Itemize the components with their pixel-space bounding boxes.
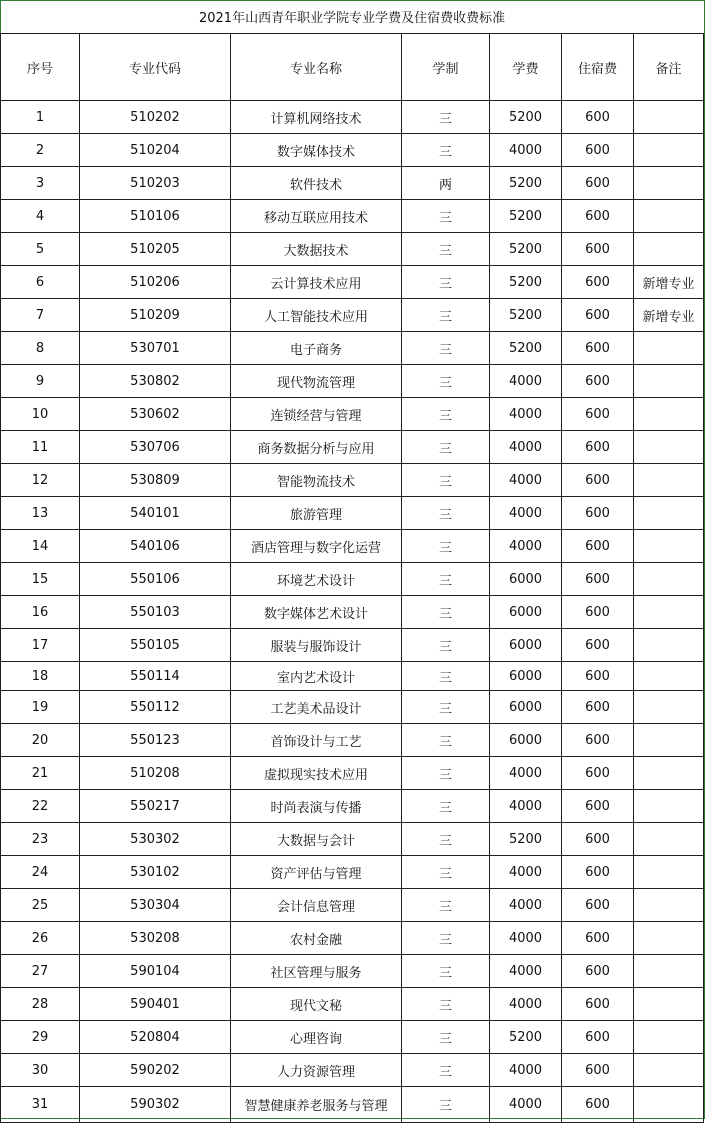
table-row [1, 856, 704, 889]
cell-tuition: 5200 [490, 299, 562, 332]
cell-accommodation: 600 [562, 332, 634, 365]
cell-remarks: 新增专业 [634, 299, 704, 332]
cell-major-name: 人力资源管理 [231, 1054, 402, 1087]
cell-duration: 三 [402, 922, 490, 955]
cell-accommodation: 600 [562, 1021, 634, 1054]
cell-remarks [634, 889, 704, 922]
table-row [1, 724, 704, 757]
cell-tuition: 4000 [490, 365, 562, 398]
table-row [1, 167, 704, 200]
cell-duration: 三 [402, 691, 490, 724]
table-row [1, 101, 704, 134]
cell-major-code: 510208 [80, 757, 231, 790]
cell-duration: 三 [402, 398, 490, 431]
header-remarks: 备注 [634, 34, 704, 101]
cell-duration: 三 [402, 101, 490, 134]
cell-major-code: 550123 [80, 724, 231, 757]
cell-accommodation: 600 [562, 464, 634, 497]
cell-duration: 三 [402, 233, 490, 266]
cell-remarks [634, 596, 704, 629]
cell-index: 29 [1, 1021, 80, 1054]
cell-tuition: 4000 [490, 922, 562, 955]
cell-duration: 三 [402, 497, 490, 530]
cell-major-code: 550217 [80, 790, 231, 823]
cell-remarks [634, 530, 704, 563]
cell-tuition: 6000 [490, 724, 562, 757]
cell-accommodation: 600 [562, 563, 634, 596]
table-row [1, 790, 704, 823]
cell-accommodation: 600 [562, 299, 634, 332]
table-row [1, 332, 704, 365]
cell-duration: 三 [402, 955, 490, 988]
cell-major-code: 530706 [80, 431, 231, 464]
cell-remarks [634, 955, 704, 988]
cell-accommodation: 600 [562, 431, 634, 464]
cell-major-code: 540106 [80, 530, 231, 563]
table-row [1, 464, 704, 497]
cell-major-code: 530809 [80, 464, 231, 497]
cell-duration: 三 [402, 431, 490, 464]
cell-major-name: 大数据技术 [231, 233, 402, 266]
cell-remarks [634, 1021, 704, 1054]
cell-index: 27 [1, 955, 80, 988]
table-row [1, 1087, 704, 1123]
cell-major-code: 510209 [80, 299, 231, 332]
cell-major-code: 590104 [80, 955, 231, 988]
cell-major-name: 环境艺术设计 [231, 563, 402, 596]
table-row [1, 889, 704, 922]
cell-index: 12 [1, 464, 80, 497]
cell-major-name: 酒店管理与数字化运营 [231, 530, 402, 563]
cell-major-code: 530302 [80, 823, 231, 856]
table-row [1, 398, 704, 431]
cell-index: 10 [1, 398, 80, 431]
cell-index: 31 [1, 1087, 80, 1123]
cell-major-name: 社区管理与服务 [231, 955, 402, 988]
cell-tuition: 4000 [490, 530, 562, 563]
cell-index: 15 [1, 563, 80, 596]
cell-major-code: 590401 [80, 988, 231, 1021]
cell-accommodation: 600 [562, 790, 634, 823]
cell-duration: 三 [402, 629, 490, 662]
cell-major-code: 590302 [80, 1087, 231, 1123]
cell-major-code: 530602 [80, 398, 231, 431]
cell-remarks [634, 233, 704, 266]
cell-tuition: 5200 [490, 332, 562, 365]
cell-index: 6 [1, 266, 80, 299]
cell-remarks [634, 167, 704, 200]
cell-index: 1 [1, 101, 80, 134]
cell-major-name: 计算机网络技术 [231, 101, 402, 134]
cell-tuition: 4000 [490, 790, 562, 823]
cell-accommodation: 600 [562, 823, 634, 856]
cell-major-name: 现代文秘 [231, 988, 402, 1021]
table-row [1, 662, 704, 691]
cell-index: 22 [1, 790, 80, 823]
cell-major-name: 数字媒体技术 [231, 134, 402, 167]
cell-major-code: 530208 [80, 922, 231, 955]
cell-duration: 三 [402, 266, 490, 299]
cell-index: 17 [1, 629, 80, 662]
cell-tuition: 4000 [490, 988, 562, 1021]
table-row [1, 530, 704, 563]
cell-index: 2 [1, 134, 80, 167]
cell-accommodation: 600 [562, 856, 634, 889]
cell-major-name: 工艺美术品设计 [231, 691, 402, 724]
cell-accommodation: 600 [562, 497, 634, 530]
cell-major-name: 移动互联应用技术 [231, 200, 402, 233]
cell-duration: 三 [402, 332, 490, 365]
cell-index: 25 [1, 889, 80, 922]
cell-accommodation: 600 [562, 629, 634, 662]
cell-duration: 三 [402, 200, 490, 233]
cell-duration: 三 [402, 596, 490, 629]
cell-remarks [634, 563, 704, 596]
cell-accommodation: 600 [562, 889, 634, 922]
cell-major-code: 530802 [80, 365, 231, 398]
table-row [1, 922, 704, 955]
cell-remarks [634, 922, 704, 955]
cell-index: 26 [1, 922, 80, 955]
cell-major-code: 530701 [80, 332, 231, 365]
cell-accommodation: 600 [562, 530, 634, 563]
cell-major-code: 510203 [80, 167, 231, 200]
cell-accommodation: 600 [562, 266, 634, 299]
cell-tuition: 4000 [490, 497, 562, 530]
cell-duration: 三 [402, 464, 490, 497]
cell-duration: 三 [402, 299, 490, 332]
cell-index: 4 [1, 200, 80, 233]
cell-tuition: 5200 [490, 1021, 562, 1054]
cell-major-name: 现代物流管理 [231, 365, 402, 398]
cell-major-name: 资产评估与管理 [231, 856, 402, 889]
cell-remarks [634, 464, 704, 497]
table-row [1, 629, 704, 662]
cell-major-code: 530304 [80, 889, 231, 922]
cell-major-name: 连锁经营与管理 [231, 398, 402, 431]
cell-remarks [634, 365, 704, 398]
cell-major-code: 550103 [80, 596, 231, 629]
cell-index: 3 [1, 167, 80, 200]
cell-tuition: 4000 [490, 1087, 562, 1123]
cell-index: 23 [1, 823, 80, 856]
table-row [1, 823, 704, 856]
cell-remarks [634, 757, 704, 790]
cell-remarks [634, 856, 704, 889]
cell-duration: 三 [402, 856, 490, 889]
cell-index: 5 [1, 233, 80, 266]
cell-index: 11 [1, 431, 80, 464]
cell-duration: 三 [402, 1021, 490, 1054]
cell-remarks [634, 332, 704, 365]
cell-major-code: 530102 [80, 856, 231, 889]
cell-tuition: 6000 [490, 596, 562, 629]
cell-major-name: 智能物流技术 [231, 464, 402, 497]
table-row [1, 299, 704, 332]
table-row [1, 955, 704, 988]
cell-index: 13 [1, 497, 80, 530]
cell-accommodation: 600 [562, 233, 634, 266]
cell-remarks [634, 724, 704, 757]
cell-duration: 三 [402, 889, 490, 922]
cell-tuition: 6000 [490, 563, 562, 596]
table-row [1, 596, 704, 629]
header-major-code: 专业代码 [80, 34, 231, 101]
cell-tuition: 6000 [490, 662, 562, 691]
cell-accommodation: 600 [562, 596, 634, 629]
cell-accommodation: 600 [562, 724, 634, 757]
cell-tuition: 4000 [490, 757, 562, 790]
cell-major-name: 时尚表演与传播 [231, 790, 402, 823]
cell-remarks [634, 988, 704, 1021]
cell-major-code: 510206 [80, 266, 231, 299]
cell-tuition: 4000 [490, 431, 562, 464]
header-tuition: 学费 [490, 34, 562, 101]
table-row [1, 431, 704, 464]
cell-accommodation: 600 [562, 1054, 634, 1087]
cell-major-code: 510106 [80, 200, 231, 233]
cell-tuition: 6000 [490, 691, 562, 724]
cell-duration: 三 [402, 724, 490, 757]
cell-remarks [634, 662, 704, 691]
cell-duration: 三 [402, 823, 490, 856]
table-row [1, 365, 704, 398]
cell-remarks [634, 629, 704, 662]
cell-remarks [634, 823, 704, 856]
cell-remarks [634, 134, 704, 167]
table-title: 2021年山西青年职业学院专业学费及住宿费收费标准 [1, 0, 704, 34]
cell-index: 20 [1, 724, 80, 757]
cell-duration: 三 [402, 563, 490, 596]
cell-duration: 三 [402, 790, 490, 823]
cell-major-code: 550114 [80, 662, 231, 691]
cell-duration: 三 [402, 662, 490, 691]
cell-major-code: 550112 [80, 691, 231, 724]
cell-accommodation: 600 [562, 200, 634, 233]
cell-major-code: 520804 [80, 1021, 231, 1054]
cell-duration: 三 [402, 757, 490, 790]
cell-duration: 三 [402, 1087, 490, 1123]
table-row [1, 563, 704, 596]
cell-accommodation: 600 [562, 134, 634, 167]
header-accommodation: 住宿费 [562, 34, 634, 101]
cell-accommodation: 600 [562, 398, 634, 431]
cell-duration: 两 [402, 167, 490, 200]
cell-index: 24 [1, 856, 80, 889]
cell-index: 16 [1, 596, 80, 629]
cell-major-code: 510202 [80, 101, 231, 134]
cell-major-name: 人工智能技术应用 [231, 299, 402, 332]
cell-major-name: 室内艺术设计 [231, 662, 402, 691]
table-row [1, 200, 704, 233]
cell-index: 18 [1, 662, 80, 691]
cell-major-name: 商务数据分析与应用 [231, 431, 402, 464]
header-row [1, 34, 704, 101]
cell-accommodation: 600 [562, 365, 634, 398]
header-major-name: 专业名称 [231, 34, 402, 101]
cell-major-name: 旅游管理 [231, 497, 402, 530]
cell-major-name: 农村金融 [231, 922, 402, 955]
cell-accommodation: 600 [562, 922, 634, 955]
cell-tuition: 5200 [490, 233, 562, 266]
cell-accommodation: 600 [562, 1087, 634, 1123]
cell-index: 19 [1, 691, 80, 724]
cell-remarks [634, 691, 704, 724]
table-row [1, 233, 704, 266]
cell-tuition: 5200 [490, 823, 562, 856]
cell-tuition: 4000 [490, 464, 562, 497]
cell-tuition: 5200 [490, 200, 562, 233]
cell-major-name: 电子商务 [231, 332, 402, 365]
cell-accommodation: 600 [562, 757, 634, 790]
cell-remarks [634, 431, 704, 464]
cell-accommodation: 600 [562, 691, 634, 724]
cell-tuition: 6000 [490, 629, 562, 662]
cell-major-name: 数字媒体艺术设计 [231, 596, 402, 629]
cell-duration: 三 [402, 134, 490, 167]
cell-remarks [634, 200, 704, 233]
cell-index: 21 [1, 757, 80, 790]
header-index: 序号 [1, 34, 80, 101]
cell-major-name: 智慧健康养老服务与管理 [231, 1087, 402, 1123]
cell-major-name: 虚拟现实技术应用 [231, 757, 402, 790]
table-row [1, 757, 704, 790]
cell-duration: 三 [402, 530, 490, 563]
cell-index: 8 [1, 332, 80, 365]
cell-tuition: 4000 [490, 134, 562, 167]
cell-tuition: 5200 [490, 101, 562, 134]
cell-major-name: 首饰设计与工艺 [231, 724, 402, 757]
cell-remarks: 新增专业 [634, 266, 704, 299]
cell-index: 30 [1, 1054, 80, 1087]
cell-index: 28 [1, 988, 80, 1021]
cell-major-name: 软件技术 [231, 167, 402, 200]
cell-index: 7 [1, 299, 80, 332]
cell-tuition: 4000 [490, 955, 562, 988]
table-row [1, 1054, 704, 1087]
cell-remarks [634, 1087, 704, 1123]
cell-major-code: 510205 [80, 233, 231, 266]
cell-remarks [634, 497, 704, 530]
cell-remarks [634, 1054, 704, 1087]
cell-index: 9 [1, 365, 80, 398]
cell-accommodation: 600 [562, 101, 634, 134]
cell-tuition: 5200 [490, 266, 562, 299]
cell-major-code: 550106 [80, 563, 231, 596]
table-row [1, 497, 704, 530]
cell-major-name: 大数据与会计 [231, 823, 402, 856]
table-row [1, 266, 704, 299]
cell-tuition: 5200 [490, 167, 562, 200]
cell-tuition: 4000 [490, 1054, 562, 1087]
cell-remarks [634, 101, 704, 134]
cell-major-code: 540101 [80, 497, 231, 530]
cell-remarks [634, 790, 704, 823]
cell-tuition: 4000 [490, 856, 562, 889]
cell-major-name: 云计算技术应用 [231, 266, 402, 299]
cell-major-name: 服装与服饰设计 [231, 629, 402, 662]
cell-major-code: 590202 [80, 1054, 231, 1087]
cell-accommodation: 600 [562, 955, 634, 988]
cell-index: 14 [1, 530, 80, 563]
cell-remarks [634, 398, 704, 431]
cell-duration: 三 [402, 988, 490, 1021]
table-row [1, 134, 704, 167]
cell-major-name: 会计信息管理 [231, 889, 402, 922]
cell-accommodation: 600 [562, 167, 634, 200]
table-row [1, 691, 704, 724]
header-duration: 学制 [402, 34, 490, 101]
cell-duration: 三 [402, 1054, 490, 1087]
cell-accommodation: 600 [562, 662, 634, 691]
cell-duration: 三 [402, 365, 490, 398]
table-row [1, 988, 704, 1021]
cell-accommodation: 600 [562, 988, 634, 1021]
cell-major-name: 心理咨询 [231, 1021, 402, 1054]
cell-major-code: 510204 [80, 134, 231, 167]
cell-tuition: 4000 [490, 889, 562, 922]
cell-tuition: 4000 [490, 398, 562, 431]
cell-major-code: 550105 [80, 629, 231, 662]
table-row [1, 1021, 704, 1054]
